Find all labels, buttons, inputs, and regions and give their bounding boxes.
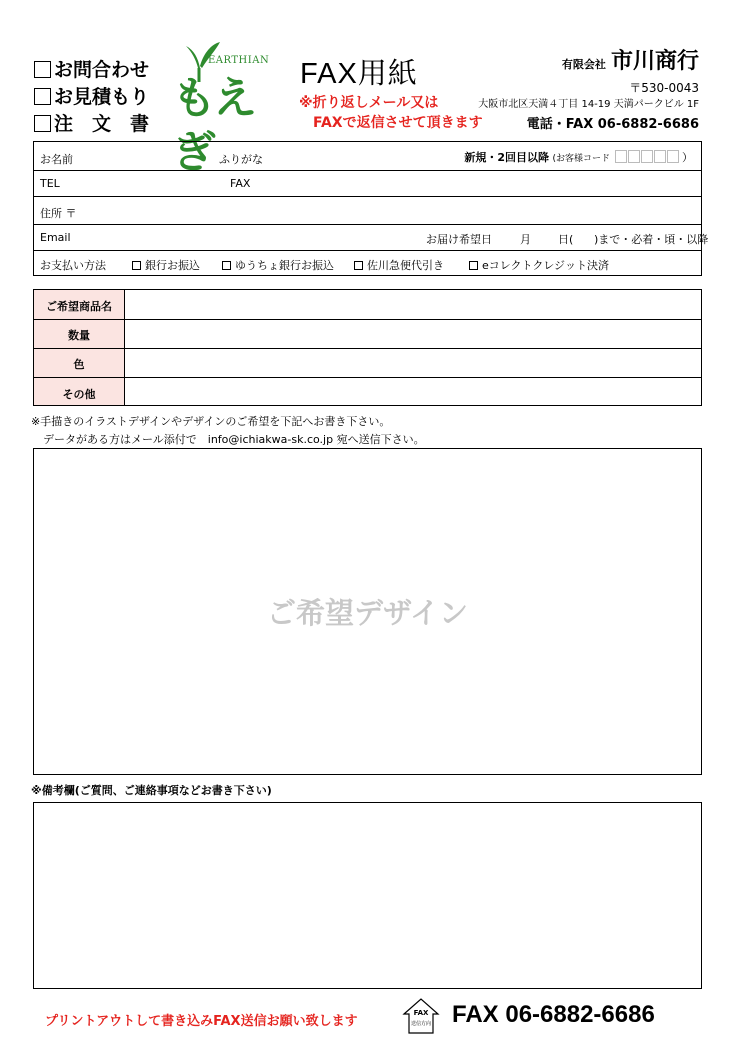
company-name: 市川商行 [610,49,699,74]
day-label: 日( [558,233,574,246]
color-label: 色 [73,358,85,371]
other-label: その他 [62,388,96,401]
delivery-date-label: お届け希望日 [426,233,492,246]
email-row[interactable] [34,224,709,251]
payment-option-sagawa[interactable]: 佐川急便代引き [354,257,444,273]
reply-note-line1: ※折り返しメール又は [299,95,439,111]
customer-code-area [464,149,693,165]
tel-row[interactable] [34,170,701,197]
payment-yucho-checkbox[interactable] [222,261,231,270]
company-name-block [562,44,699,75]
payment-bank-checkbox[interactable] [132,261,141,270]
other-row[interactable] [34,377,701,407]
design-placeholder: ご希望デザイン [267,596,468,630]
quantity-row[interactable] [34,319,701,349]
logo-subtitle: EARTHIAN [208,55,270,66]
remarks-area[interactable] [33,802,702,989]
order-label: 注 文 書 [54,113,150,135]
payment-row [34,250,701,277]
new-repeat-label: 新規・2回目以降 [464,151,549,164]
footer-fax-number: FAX 06-6882-6686 [452,1001,655,1028]
company-phone: 電話・FAX 06-6882-6686 [526,117,699,132]
quote-label: お見積もり [54,86,150,108]
product-name-label: ご希望商品名 [46,300,112,313]
footer-instruction: プリントアウトして書き込みFAX送信お願い致します [45,1014,358,1029]
furigana-label: ふりがな [219,153,263,166]
inquiry-checkbox[interactable] [34,61,51,78]
address-label: 住所 〒 [40,207,77,220]
postal-code: 〒530-0043 [629,81,699,95]
design-instruction-1: ※手描きのイラストデザインやデザインのご希望を下記へお書き下さい。 [31,415,391,428]
remarks-label: ※備考欄(ご質問、ご連絡事項などお書き下さい) [31,784,272,797]
quote-checkbox[interactable] [34,88,51,105]
fax-icon-bottom-text: 送信方向 [410,1021,431,1027]
customer-form [33,141,709,276]
product-form [33,289,702,406]
address-row[interactable] [34,196,701,225]
month-label: 月 [520,233,531,246]
name-label: お名前 [40,153,73,166]
inquiry-checkbox-row[interactable] [34,57,149,83]
name-row[interactable] [34,142,701,171]
product-name-row[interactable] [34,290,701,320]
payment-option-ecollect[interactable]: eコレクトクレジット決済 [469,257,609,273]
fax-direction-icon [402,997,440,1035]
payment-option-bank[interactable]: 銀行お振込 [132,257,200,273]
design-instruction-2: データがある方はメール添付で info@ichiakwa-sk.co.jp 宛へ送信下さい。 [43,433,425,446]
company-prefix: 有限会社 [561,58,606,71]
reply-note-line2: FAXで返信させて頂きます [313,115,483,131]
payment-label: お支払い方法 [40,259,106,272]
delivery-suffix: )まで・必着・頃・以降 [594,233,709,246]
fax-icon-top-text: FAX [413,1009,429,1017]
order-checkbox-row[interactable] [34,111,149,137]
quantity-label: 数量 [68,329,90,342]
payment-sagawa-checkbox[interactable] [354,261,363,270]
email-label: Email [40,231,71,244]
design-drawing-area[interactable] [33,448,702,775]
fax-label: FAX [230,177,251,190]
order-checkbox[interactable] [34,115,51,132]
page-title: FAX用紙 [300,58,418,90]
customer-code-label: (お客様コード [552,154,610,164]
logo-main-text: もえぎ [172,73,254,178]
tel-label: TEL [40,177,60,190]
customer-code-close: ） [682,151,693,164]
quote-checkbox-row[interactable] [34,84,149,110]
color-row[interactable] [34,348,701,378]
customer-code-boxes[interactable] [614,151,679,164]
payment-option-yucho[interactable]: ゆうちょ銀行お振込 [222,257,334,273]
company-address: 大阪市北区天満４丁目 14-19 天満パークビル 1F [478,99,699,110]
payment-ecollect-checkbox[interactable] [469,261,478,270]
inquiry-label: お問合わせ [54,59,150,81]
